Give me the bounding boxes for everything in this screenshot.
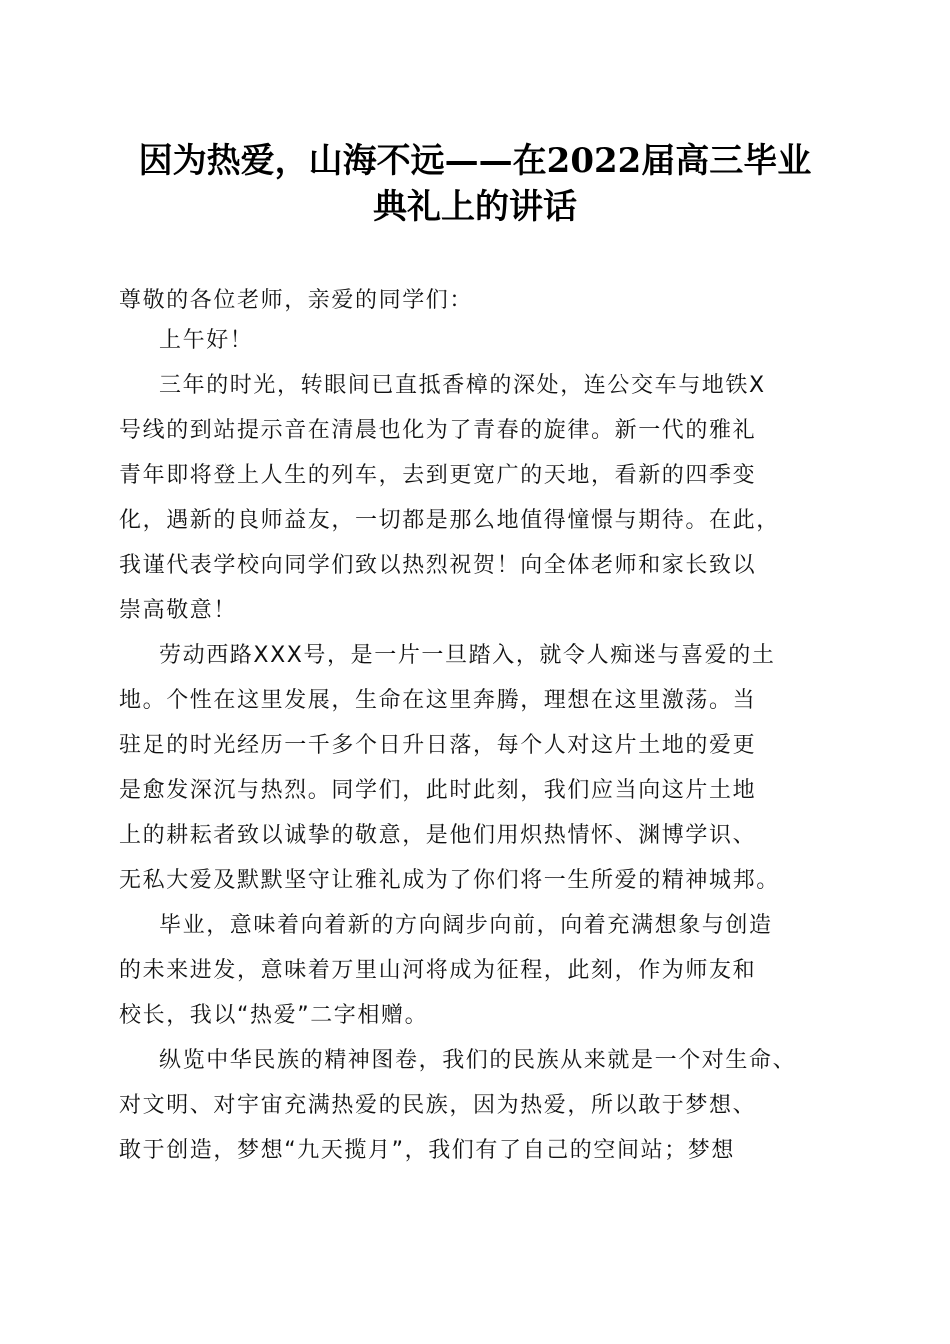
document-title-line-2: 典礼上的讲话 xyxy=(373,187,577,227)
paragraph-line: 无私大爱及默默坚守让雅礼成为了你们将一生所爱的精神城邦。 xyxy=(119,868,780,893)
paragraph-line: 地。个性在这里发展，生命在这里奔腾，理想在这里激荡。当 xyxy=(119,688,757,713)
document-title-line-1: 因为热爱，山海不远——在2022届高三毕业 xyxy=(138,141,812,181)
paragraph-line: 校长，我以“热爱”二字相赠。 xyxy=(119,1003,429,1028)
paragraph-line: 是愈发深沉与热烈。同学们，此时此刻，我们应当向这片土地 xyxy=(119,778,757,803)
paragraph-line: 青年即将登上人生的列车，去到更宽广的天地，看新的四季变 xyxy=(119,463,757,488)
paragraph-line: 敢于创造，梦想“九天揽月”，我们有了自己的空间站；梦想 xyxy=(119,1138,735,1163)
paragraph-line: 崇高敬意！ xyxy=(119,598,238,623)
paragraph-line: 毕业，意味着向着新的方向阔步向前，向着充满想象与创造 xyxy=(159,913,773,938)
salutation: 尊敬的各位老师，亲爱的同学们： xyxy=(119,288,474,313)
paragraph-line: 号线的到站提示音在清晨也化为了青春的旋律。新一代的雅礼 xyxy=(119,418,757,443)
paragraph-line: 对文明、对宇宙充满热爱的民族，因为热爱，所以敢于梦想、 xyxy=(119,1093,757,1118)
paragraph-line: 上的耕耘者致以诚挚的敬意，是他们用炽热情怀、渊博学识、 xyxy=(119,823,757,848)
paragraph-line: 我谨代表学校向同学们致以热烈祝贺！向全体老师和家长致以 xyxy=(119,553,757,578)
greeting: 上午好！ xyxy=(159,328,254,353)
paragraph-line: 的未来进发，意味着万里山河将成为征程，此刻，作为师友和 xyxy=(119,958,757,983)
paragraph-line: 劳动西路XXX号，是一片一旦踏入，就令人痴迷与喜爱的土 xyxy=(159,643,776,668)
paragraph-line: 化，遇新的良师益友，一切都是那么地值得憧憬与期待。在此， xyxy=(119,508,780,533)
paragraph-line: 驻足的时光经历一千多个日升日落，每个人对这片土地的爱更 xyxy=(119,733,757,758)
paragraph-line: 纵览中华民族的精神图卷，我们的民族从来就是一个对生命、 xyxy=(159,1048,797,1073)
paragraph-line: 三年的时光，转眼间已直抵香樟的深处，连公交车与地铁X xyxy=(159,373,766,398)
